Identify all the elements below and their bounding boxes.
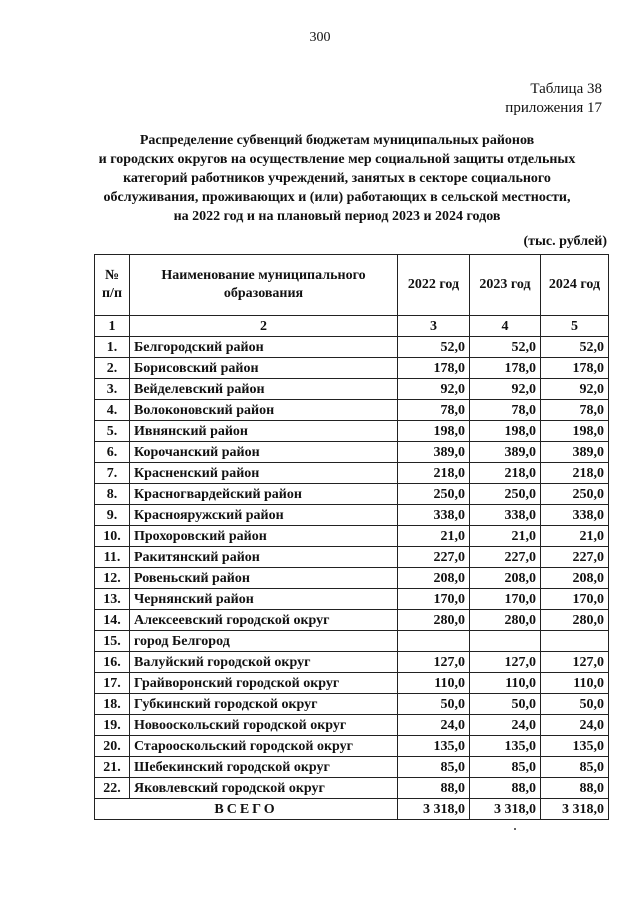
- row-value-2022: 198,0: [398, 421, 470, 442]
- row-name: Волоконовский район: [130, 400, 398, 421]
- table-row: [95, 463, 609, 484]
- table-row: [95, 736, 609, 757]
- table-row: [95, 505, 609, 526]
- row-value-2024: 21,0: [541, 526, 609, 547]
- total-label: ВСЕГО: [95, 799, 398, 820]
- header-name-line2: образования: [223, 286, 304, 301]
- row-name: Прохоровский район: [130, 526, 398, 547]
- row-value-2024: 218,0: [541, 463, 609, 484]
- index-cell: 5: [541, 316, 609, 337]
- row-number: 7.: [95, 463, 130, 484]
- row-number: 2.: [95, 358, 130, 379]
- row-name: Борисовский район: [130, 358, 398, 379]
- table-row: [95, 694, 609, 715]
- row-value-2022: 227,0: [398, 547, 470, 568]
- table-row: [95, 568, 609, 589]
- header-num-line1: №: [104, 268, 120, 283]
- row-value-2023: 135,0: [470, 736, 541, 757]
- table-row: [95, 757, 609, 778]
- row-value-2022: 24,0: [398, 715, 470, 736]
- row-value-2022: 52,0: [398, 337, 470, 358]
- total-value-2022: 3 318,0: [398, 799, 470, 820]
- table-label-line2: приложения 17: [505, 100, 602, 116]
- row-name: Ровеньский район: [130, 568, 398, 589]
- row-value-2023: 227,0: [470, 547, 541, 568]
- table-row: [95, 610, 609, 631]
- table-row: [95, 631, 609, 652]
- row-name: Шебекинский городской округ: [130, 757, 398, 778]
- row-number: 22.: [95, 778, 130, 799]
- table-row: [95, 484, 609, 505]
- title-line4: обслуживания, проживающих и (или) работающих в сельской местности,: [103, 190, 571, 205]
- header-2023: 2023 год: [470, 255, 541, 316]
- row-name: Грайворонский городской округ: [130, 673, 398, 694]
- row-value-2022: 389,0: [398, 442, 470, 463]
- row-value-2023: 127,0: [470, 652, 541, 673]
- row-value-2022: 135,0: [398, 736, 470, 757]
- row-value-2022: 88,0: [398, 778, 470, 799]
- row-value-2024: 208,0: [541, 568, 609, 589]
- table-row: [95, 547, 609, 568]
- row-name: Губкинский городской округ: [130, 694, 398, 715]
- table-row: [95, 442, 609, 463]
- row-value-2022: 127,0: [398, 652, 470, 673]
- row-number: 10.: [95, 526, 130, 547]
- row-value-2022: 338,0: [398, 505, 470, 526]
- header-2024: 2024 год: [541, 255, 609, 316]
- row-value-2022: 110,0: [398, 673, 470, 694]
- row-value-2024: 110,0: [541, 673, 609, 694]
- index-cell: 1: [95, 316, 130, 337]
- row-number: 20.: [95, 736, 130, 757]
- row-value-2023: 178,0: [470, 358, 541, 379]
- table-row: [95, 589, 609, 610]
- row-value-2024: 85,0: [541, 757, 609, 778]
- header-name-line1: Наименование муниципального: [161, 268, 366, 283]
- total-row: [95, 799, 609, 820]
- row-value-2023: 21,0: [470, 526, 541, 547]
- row-value-2022: 280,0: [398, 610, 470, 631]
- row-value-2023: 92,0: [470, 379, 541, 400]
- row-number: 9.: [95, 505, 130, 526]
- row-name: Яковлевский городской округ: [130, 778, 398, 799]
- stray-mark: [514, 828, 516, 830]
- row-value-2022: 208,0: [398, 568, 470, 589]
- row-value-2023: 88,0: [470, 778, 541, 799]
- table-row: [95, 526, 609, 547]
- row-value-2024: 92,0: [541, 379, 609, 400]
- row-value-2024: 338,0: [541, 505, 609, 526]
- row-number: 5.: [95, 421, 130, 442]
- total-value-2024: 3 318,0: [541, 799, 609, 820]
- row-name: Ракитянский район: [130, 547, 398, 568]
- row-number: 16.: [95, 652, 130, 673]
- row-number: 14.: [95, 610, 130, 631]
- row-value-2023: 338,0: [470, 505, 541, 526]
- row-value-2023: 208,0: [470, 568, 541, 589]
- row-value-2024: 127,0: [541, 652, 609, 673]
- row-value-2023: 50,0: [470, 694, 541, 715]
- row-name: Корочанский район: [130, 442, 398, 463]
- table-row: [95, 358, 609, 379]
- row-value-2022: 85,0: [398, 757, 470, 778]
- row-value-2022: 218,0: [398, 463, 470, 484]
- index-cell: 3: [398, 316, 470, 337]
- row-value-2022: 50,0: [398, 694, 470, 715]
- row-value-2024: 227,0: [541, 547, 609, 568]
- row-value-2022: 178,0: [398, 358, 470, 379]
- table-row: [95, 421, 609, 442]
- page-number: 300: [309, 30, 331, 45]
- row-number: 19.: [95, 715, 130, 736]
- row-value-2024: 389,0: [541, 442, 609, 463]
- row-name: город Белгород: [130, 631, 398, 652]
- row-name: Красногвардейский район: [130, 484, 398, 505]
- row-name: Старооскольский городской округ: [130, 736, 398, 757]
- table-row: [95, 400, 609, 421]
- row-number: 11.: [95, 547, 130, 568]
- header-num-line2: п/п: [101, 286, 123, 301]
- row-name: Алексеевский городской округ: [130, 610, 398, 631]
- row-name: Валуйский городской округ: [130, 652, 398, 673]
- row-value-2023: 170,0: [470, 589, 541, 610]
- units-label: (тыс. рублей): [523, 234, 607, 249]
- title-line5: на 2022 год и на плановый период 2023 и 2024 годов: [173, 209, 501, 224]
- row-value-2023: 250,0: [470, 484, 541, 505]
- row-name: Краснояружский район: [130, 505, 398, 526]
- row-value-2024: 178,0: [541, 358, 609, 379]
- table-row: [95, 673, 609, 694]
- row-name: Чернянский район: [130, 589, 398, 610]
- row-value-2022: [398, 631, 470, 652]
- header-num: [95, 255, 130, 316]
- row-value-2024: 135,0: [541, 736, 609, 757]
- row-value-2023: 218,0: [470, 463, 541, 484]
- index-cell: 4: [470, 316, 541, 337]
- row-value-2024: 50,0: [541, 694, 609, 715]
- title-line3: категорий работников учреждений, занятых в секторе социального: [123, 171, 551, 186]
- row-value-2023: 389,0: [470, 442, 541, 463]
- header-2022: 2022 год: [398, 255, 470, 316]
- row-number: 15.: [95, 631, 130, 652]
- row-value-2022: 78,0: [398, 400, 470, 421]
- row-value-2024: 198,0: [541, 421, 609, 442]
- row-value-2023: 280,0: [470, 610, 541, 631]
- index-cell: 2: [130, 316, 398, 337]
- row-value-2024: 78,0: [541, 400, 609, 421]
- table-header-row: [95, 255, 609, 316]
- table-row: [95, 379, 609, 400]
- table-label-line1: Таблица 38: [530, 81, 602, 97]
- row-value-2024: 88,0: [541, 778, 609, 799]
- row-number: 13.: [95, 589, 130, 610]
- row-name: Ивнянский район: [130, 421, 398, 442]
- document-title: [70, 131, 604, 226]
- row-number: 8.: [95, 484, 130, 505]
- row-value-2023: 78,0: [470, 400, 541, 421]
- row-value-2024: 250,0: [541, 484, 609, 505]
- row-value-2022: 92,0: [398, 379, 470, 400]
- row-name: Вейделевский район: [130, 379, 398, 400]
- column-index-row: [95, 316, 609, 337]
- row-value-2024: [541, 631, 609, 652]
- row-number: 18.: [95, 694, 130, 715]
- subvention-table: [94, 254, 609, 820]
- row-value-2022: 250,0: [398, 484, 470, 505]
- row-value-2024: 280,0: [541, 610, 609, 631]
- title-line2: и городских округов на осуществление мер социальной защиты отдельных: [98, 152, 576, 167]
- title-line1: Распределение субвенций бюджетам муниципальных районов: [139, 133, 535, 148]
- row-value-2022: 170,0: [398, 589, 470, 610]
- table-row: [95, 778, 609, 799]
- row-number: 6.: [95, 442, 130, 463]
- row-value-2023: 24,0: [470, 715, 541, 736]
- row-value-2023: [470, 631, 541, 652]
- row-number: 17.: [95, 673, 130, 694]
- row-name: Красненский район: [130, 463, 398, 484]
- row-number: 1.: [95, 337, 130, 358]
- table-row: [95, 652, 609, 673]
- row-value-2022: 21,0: [398, 526, 470, 547]
- row-value-2024: 170,0: [541, 589, 609, 610]
- row-name: Новооскольский городской округ: [130, 715, 398, 736]
- row-value-2024: 24,0: [541, 715, 609, 736]
- total-value-2023: 3 318,0: [470, 799, 541, 820]
- row-number: 12.: [95, 568, 130, 589]
- row-number: 21.: [95, 757, 130, 778]
- row-number: 3.: [95, 379, 130, 400]
- header-name: [130, 255, 398, 316]
- row-name: Белгородский район: [130, 337, 398, 358]
- table-row: [95, 715, 609, 736]
- row-number: 4.: [95, 400, 130, 421]
- row-value-2023: 85,0: [470, 757, 541, 778]
- row-value-2024: 52,0: [541, 337, 609, 358]
- table-label: [505, 80, 602, 118]
- row-value-2023: 52,0: [470, 337, 541, 358]
- table-row: [95, 337, 609, 358]
- row-value-2023: 110,0: [470, 673, 541, 694]
- row-value-2023: 198,0: [470, 421, 541, 442]
